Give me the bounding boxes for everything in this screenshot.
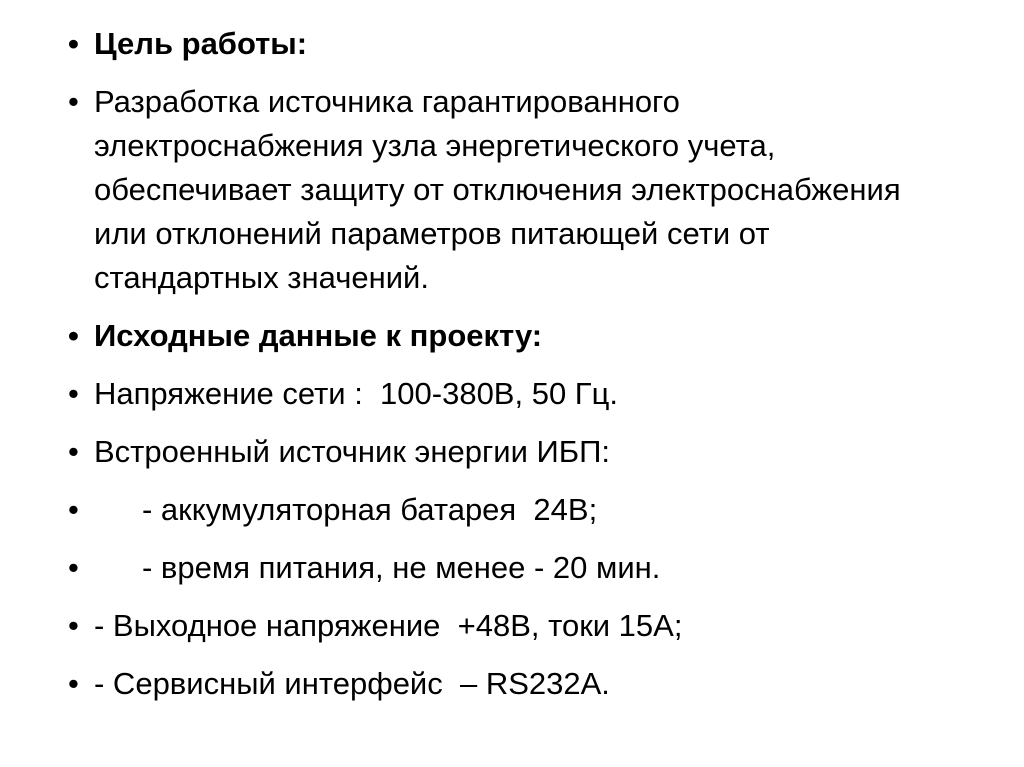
bullet-icon: • [68,376,79,411]
bullet-item-initial-data-heading [68,314,913,358]
bullet-item-backup-time [68,546,913,590]
bullet-item-service-interface [68,662,913,706]
bullet-text: Разработка источника гарантированного электроснабжения узла энергетического учета, обеспечивает защиту от отключения электроснабжения или отклонений параметров питающей сети от стандартных значений. [94,84,910,295]
bullet-text: Встроенный источник энергии ИБП: [94,434,611,469]
bullet-text: Цель работы: [94,26,308,61]
bullet-icon: • [68,434,79,469]
bullet-text: Напряжение сети : 100-380В, 50 Гц. [94,376,618,411]
bullet-text: Исходные данные к проекту: [94,318,543,353]
bullet-icon: • [68,608,79,643]
bullet-icon: • [68,492,79,527]
bullet-icon: • [68,550,79,585]
bullet-text: - аккумуляторная батарея 24В; [142,492,598,527]
bullet-text: - Выходное напряжение +48В, токи 15А; [94,608,683,643]
bullet-icon: • [68,666,79,701]
bullet-item-ups-source [68,430,913,474]
bullet-text: - время питания, не менее - 20 мин. [142,550,661,585]
bullet-item-goal-description [68,80,913,300]
bullet-item-mains-voltage [68,372,913,416]
bullet-icon: • [68,26,79,61]
bullet-list [68,22,928,706]
bullet-item-goal-heading [68,22,913,66]
bullet-item-battery [68,488,913,532]
bullet-text: - Сервисный интерфейс – RS232А. [94,666,610,701]
bullet-icon: • [68,84,79,119]
bullet-item-output-voltage [68,604,913,648]
bullet-icon: • [68,318,79,353]
